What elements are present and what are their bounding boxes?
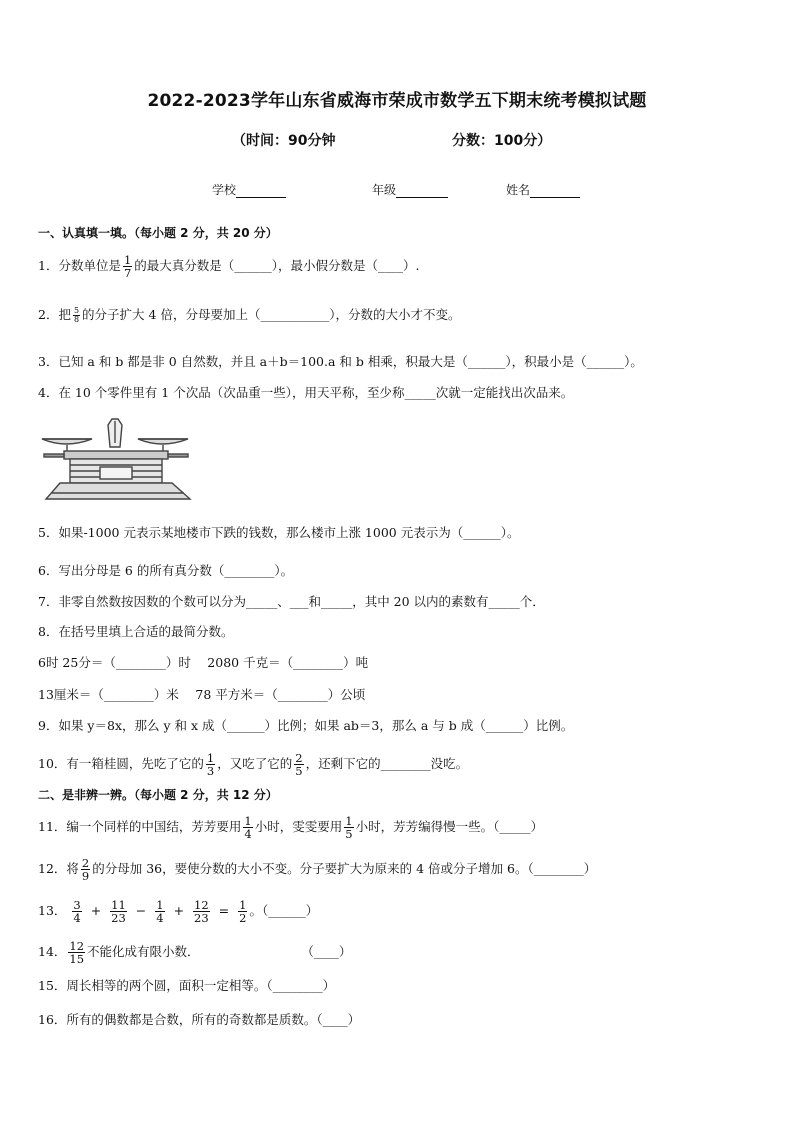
grade-label: 年级 [372, 183, 397, 197]
question-2: 2．把 $\frac{5}{8}$ 的分子扩大 4 倍，分母要加上（___________），分数的大小才不变。 [38, 306, 461, 324]
fraction: $\frac{12}{23}$ [194, 898, 209, 925]
question-6: 6．写出分母是 6 的所有真分数（________）。 [38, 563, 294, 578]
question-13: 13． $\frac{3}{4}$ + $\frac{11}{23}$ − $\frac{1}{4}$ + $\frac{12}{23}$ = $\frac{1}{2}$ 。（______） [38, 898, 319, 925]
section-2-heading: 二、是非辨一辨。（每小题 2 分，共 12 分） [38, 788, 278, 802]
fraction: $\frac{11}{23}$ [111, 898, 126, 925]
question-15: 15．周长相等的两个圆，面积一定相等。（________） [38, 978, 336, 993]
fraction: $\frac{1}{3}$ [206, 751, 215, 778]
exam-title: 2022-2023学年山东省威海市荣成市数学五下期末统考模拟试题 [147, 91, 647, 111]
school-blank[interactable] [236, 185, 286, 198]
question-4: 4．在 10 个零件里有 1 个次品（次品重一些），用天平称，至少称_____次就一定能找出次品来。 [38, 385, 574, 400]
question-1: 1．分数单位是 $\frac{1}{7}$ 的最大真分数是（______），最小假分数是（____）. [38, 253, 420, 280]
exam-time: （时间：90分钟 [232, 133, 336, 149]
question-7: 7．非零自然数按因数的个数可以分为_____、___和_____，其中 20 以内的素数有_____个． [38, 594, 545, 609]
question-14: 14． $\frac{12}{15}$ 不能化成有限小数． （____） [38, 939, 352, 966]
grade-field [372, 181, 448, 198]
fraction: $\frac{1}{5}$ [345, 814, 353, 841]
name-blank[interactable] [530, 185, 580, 198]
question-9: 9．如果 y＝8x，那么 y 和 x 成（______）比例；如果 ab＝3，那么 a 与 b 成（______）比例。 [38, 718, 574, 733]
question-16: 16．所有的偶数都是合数，所有的奇数都是质数。（____） [38, 1012, 361, 1027]
name-label: 姓名 [506, 183, 531, 197]
school-label: 学校 [212, 183, 237, 197]
question-12: 12．将 $\frac{2}{9}$ 的分母加 36，要使分数的大小不变。分子要扩大为原来的 4 倍或分子增加 6。（________） [38, 856, 597, 883]
grade-blank[interactable] [396, 185, 448, 198]
section-1-heading: 一、认真填一填。（每小题 2 分，共 20 分） [38, 226, 278, 240]
balance-scale-image [40, 415, 196, 505]
fraction: $\frac{12}{15}$ [69, 939, 85, 966]
exam-score: 分数：100分） [452, 133, 552, 149]
question-8-line-b: 13厘米＝（________）米 78 平方米＝（________）公顷 [38, 687, 366, 702]
fraction: $\frac{3}{4}$ [73, 898, 81, 925]
question-5: 5．如果-1000 元表示某地楼市下跌的钱数，那么楼市上涨 1000 元表示为（______）。 [38, 525, 520, 540]
question-10: 10．有一箱桂圆，先吃了它的 $\frac{1}{3}$ ，又吃了它的 $\frac{2}{5}$ ，还剩下它的________没吃。 [38, 751, 469, 778]
fraction: $\frac{2}{9}$ [81, 856, 90, 883]
fraction: $\frac{1}{4}$ [244, 814, 252, 841]
fraction: $\frac{1}{7}$ [123, 253, 132, 280]
fraction: $\frac{1}{4}$ [156, 898, 164, 925]
question-8-line-a: 6时 25分＝（________）时 2080 千克＝（________）吨 [38, 655, 369, 670]
question-11: 11．编一个同样的中国结，芳芳要用 $\frac{1}{4}$ 小时，雯雯要用 $\frac{1}{5}$ 小时，芳芳编得慢一些。（_____） [38, 814, 544, 841]
fraction: $\frac{1}{2}$ [239, 898, 247, 925]
name-field [506, 181, 580, 198]
school-field [212, 181, 286, 198]
question-3: 3．已知 a 和 b 都是非 0 自然数，并且 a＋b＝100.a 和 b 相乘，积最大是（______），积最小是（______）。 [38, 354, 643, 369]
question-8: 8．在括号里填上合适的最简分数。 [38, 624, 234, 639]
fraction: $\frac{5}{8}$ [73, 306, 80, 324]
fraction: $\frac{2}{5}$ [295, 751, 303, 778]
